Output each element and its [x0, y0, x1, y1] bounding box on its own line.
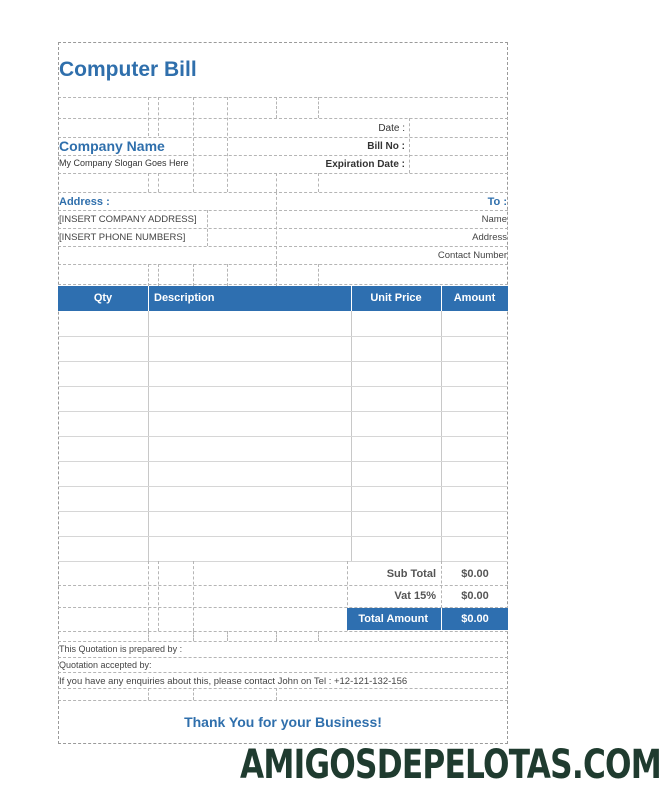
- header-divider: [148, 286, 149, 311]
- company-name: Company Name: [59, 138, 165, 154]
- grid-line: [276, 192, 277, 264]
- grid-line: [276, 97, 277, 118]
- bill-no-field[interactable]: [410, 138, 507, 155]
- table-row[interactable]: [58, 461, 508, 462]
- grid-line: [58, 173, 508, 174]
- to-heading: To :: [487, 196, 507, 208]
- grid-line: [276, 264, 277, 286]
- table-row[interactable]: [58, 411, 508, 412]
- vat-value: $0.00: [461, 590, 489, 602]
- grid-line: [158, 264, 159, 286]
- date-field[interactable]: [410, 119, 507, 137]
- to-name[interactable]: Name: [481, 214, 507, 225]
- grid-line: [158, 97, 159, 136]
- subtotal-value: $0.00: [461, 568, 489, 580]
- table-row[interactable]: [58, 361, 508, 362]
- grid-line: [148, 264, 149, 286]
- grid-line: [318, 173, 319, 192]
- prepared-by-line[interactable]: This Quotation is prepared by :: [59, 644, 183, 654]
- date-label: Date :: [378, 123, 405, 134]
- table-row[interactable]: [58, 511, 508, 512]
- total-amount-value: $0.00: [461, 613, 489, 625]
- grid-line: [318, 97, 319, 118]
- grid-line: [193, 631, 194, 641]
- total-amount-label: Total Amount: [358, 613, 428, 625]
- table-row[interactable]: [58, 486, 508, 487]
- subtotal-label: Sub Total: [386, 568, 436, 580]
- qty-column-header: Qty: [93, 292, 113, 304]
- grid-line: [58, 210, 508, 211]
- grid-line: [318, 264, 319, 286]
- amount-column-header: Amount: [453, 292, 496, 304]
- grid-line: [58, 97, 508, 98]
- grid-line: [276, 631, 277, 641]
- grid-line: [58, 641, 508, 642]
- expiration-date-label: Expiration Date :: [325, 159, 405, 170]
- grid-line: [148, 631, 149, 641]
- grid-line: [158, 561, 159, 631]
- grid-line: [148, 561, 149, 631]
- phone-numbers[interactable]: [INSERT PHONE NUMBERS]: [59, 232, 186, 243]
- grid-line: [148, 688, 149, 700]
- address-heading: Address :: [59, 196, 110, 208]
- grid-line: [227, 264, 228, 286]
- grid-line: [58, 688, 508, 689]
- grid-line: [193, 97, 194, 192]
- unit-price-column-header: Unit Price: [370, 292, 422, 304]
- grid-line: [276, 173, 277, 192]
- company-address[interactable]: [INSERT COMPANY ADDRESS]: [59, 214, 197, 225]
- header-divider: [351, 286, 352, 311]
- company-slogan: My Company Slogan Goes Here: [59, 158, 189, 168]
- grid-line: [58, 192, 508, 193]
- table-row[interactable]: [58, 536, 508, 537]
- enquiries-line: If you have any enquiries about this, please contact John on Tel : +12-121-132-156: [59, 676, 408, 687]
- grid-line: [193, 561, 194, 631]
- vat-label: Vat 15%: [394, 590, 436, 602]
- table-row[interactable]: [58, 386, 508, 387]
- grid-line: [276, 688, 277, 700]
- grid-line: [58, 284, 508, 285]
- grid-line: [58, 631, 508, 632]
- bill-no-label: Bill No :: [367, 141, 405, 152]
- table-row[interactable]: [58, 336, 508, 337]
- table-row[interactable]: [58, 436, 508, 437]
- header-divider: [441, 286, 442, 311]
- grid-line: [58, 700, 508, 701]
- grid-line: [58, 228, 508, 229]
- grid-line: [227, 97, 228, 192]
- grid-line: [227, 631, 228, 641]
- watermark-text: AMIGOSDEPELOTAS.COM: [240, 742, 661, 788]
- bill-title: Computer Bill: [59, 58, 197, 81]
- grid-line: [58, 672, 508, 673]
- description-column-header: Description: [154, 292, 215, 304]
- thank-you-message: Thank You for your Business!: [184, 714, 382, 730]
- grid-line: [58, 264, 508, 265]
- grid-line: [158, 173, 159, 192]
- accepted-by-line[interactable]: Quotation accepted by:: [59, 660, 152, 670]
- grid-line: [318, 631, 319, 641]
- grid-line: [58, 657, 508, 658]
- grid-line: [148, 173, 149, 192]
- grid-line: [207, 210, 208, 246]
- to-address[interactable]: Address: [472, 232, 507, 243]
- grid-line: [193, 688, 194, 700]
- grid-line: [148, 97, 149, 136]
- expiration-date-field[interactable]: [410, 156, 507, 173]
- to-contact-number[interactable]: Contact Number: [437, 250, 507, 261]
- grid-line: [58, 246, 508, 247]
- grid-line: [193, 264, 194, 286]
